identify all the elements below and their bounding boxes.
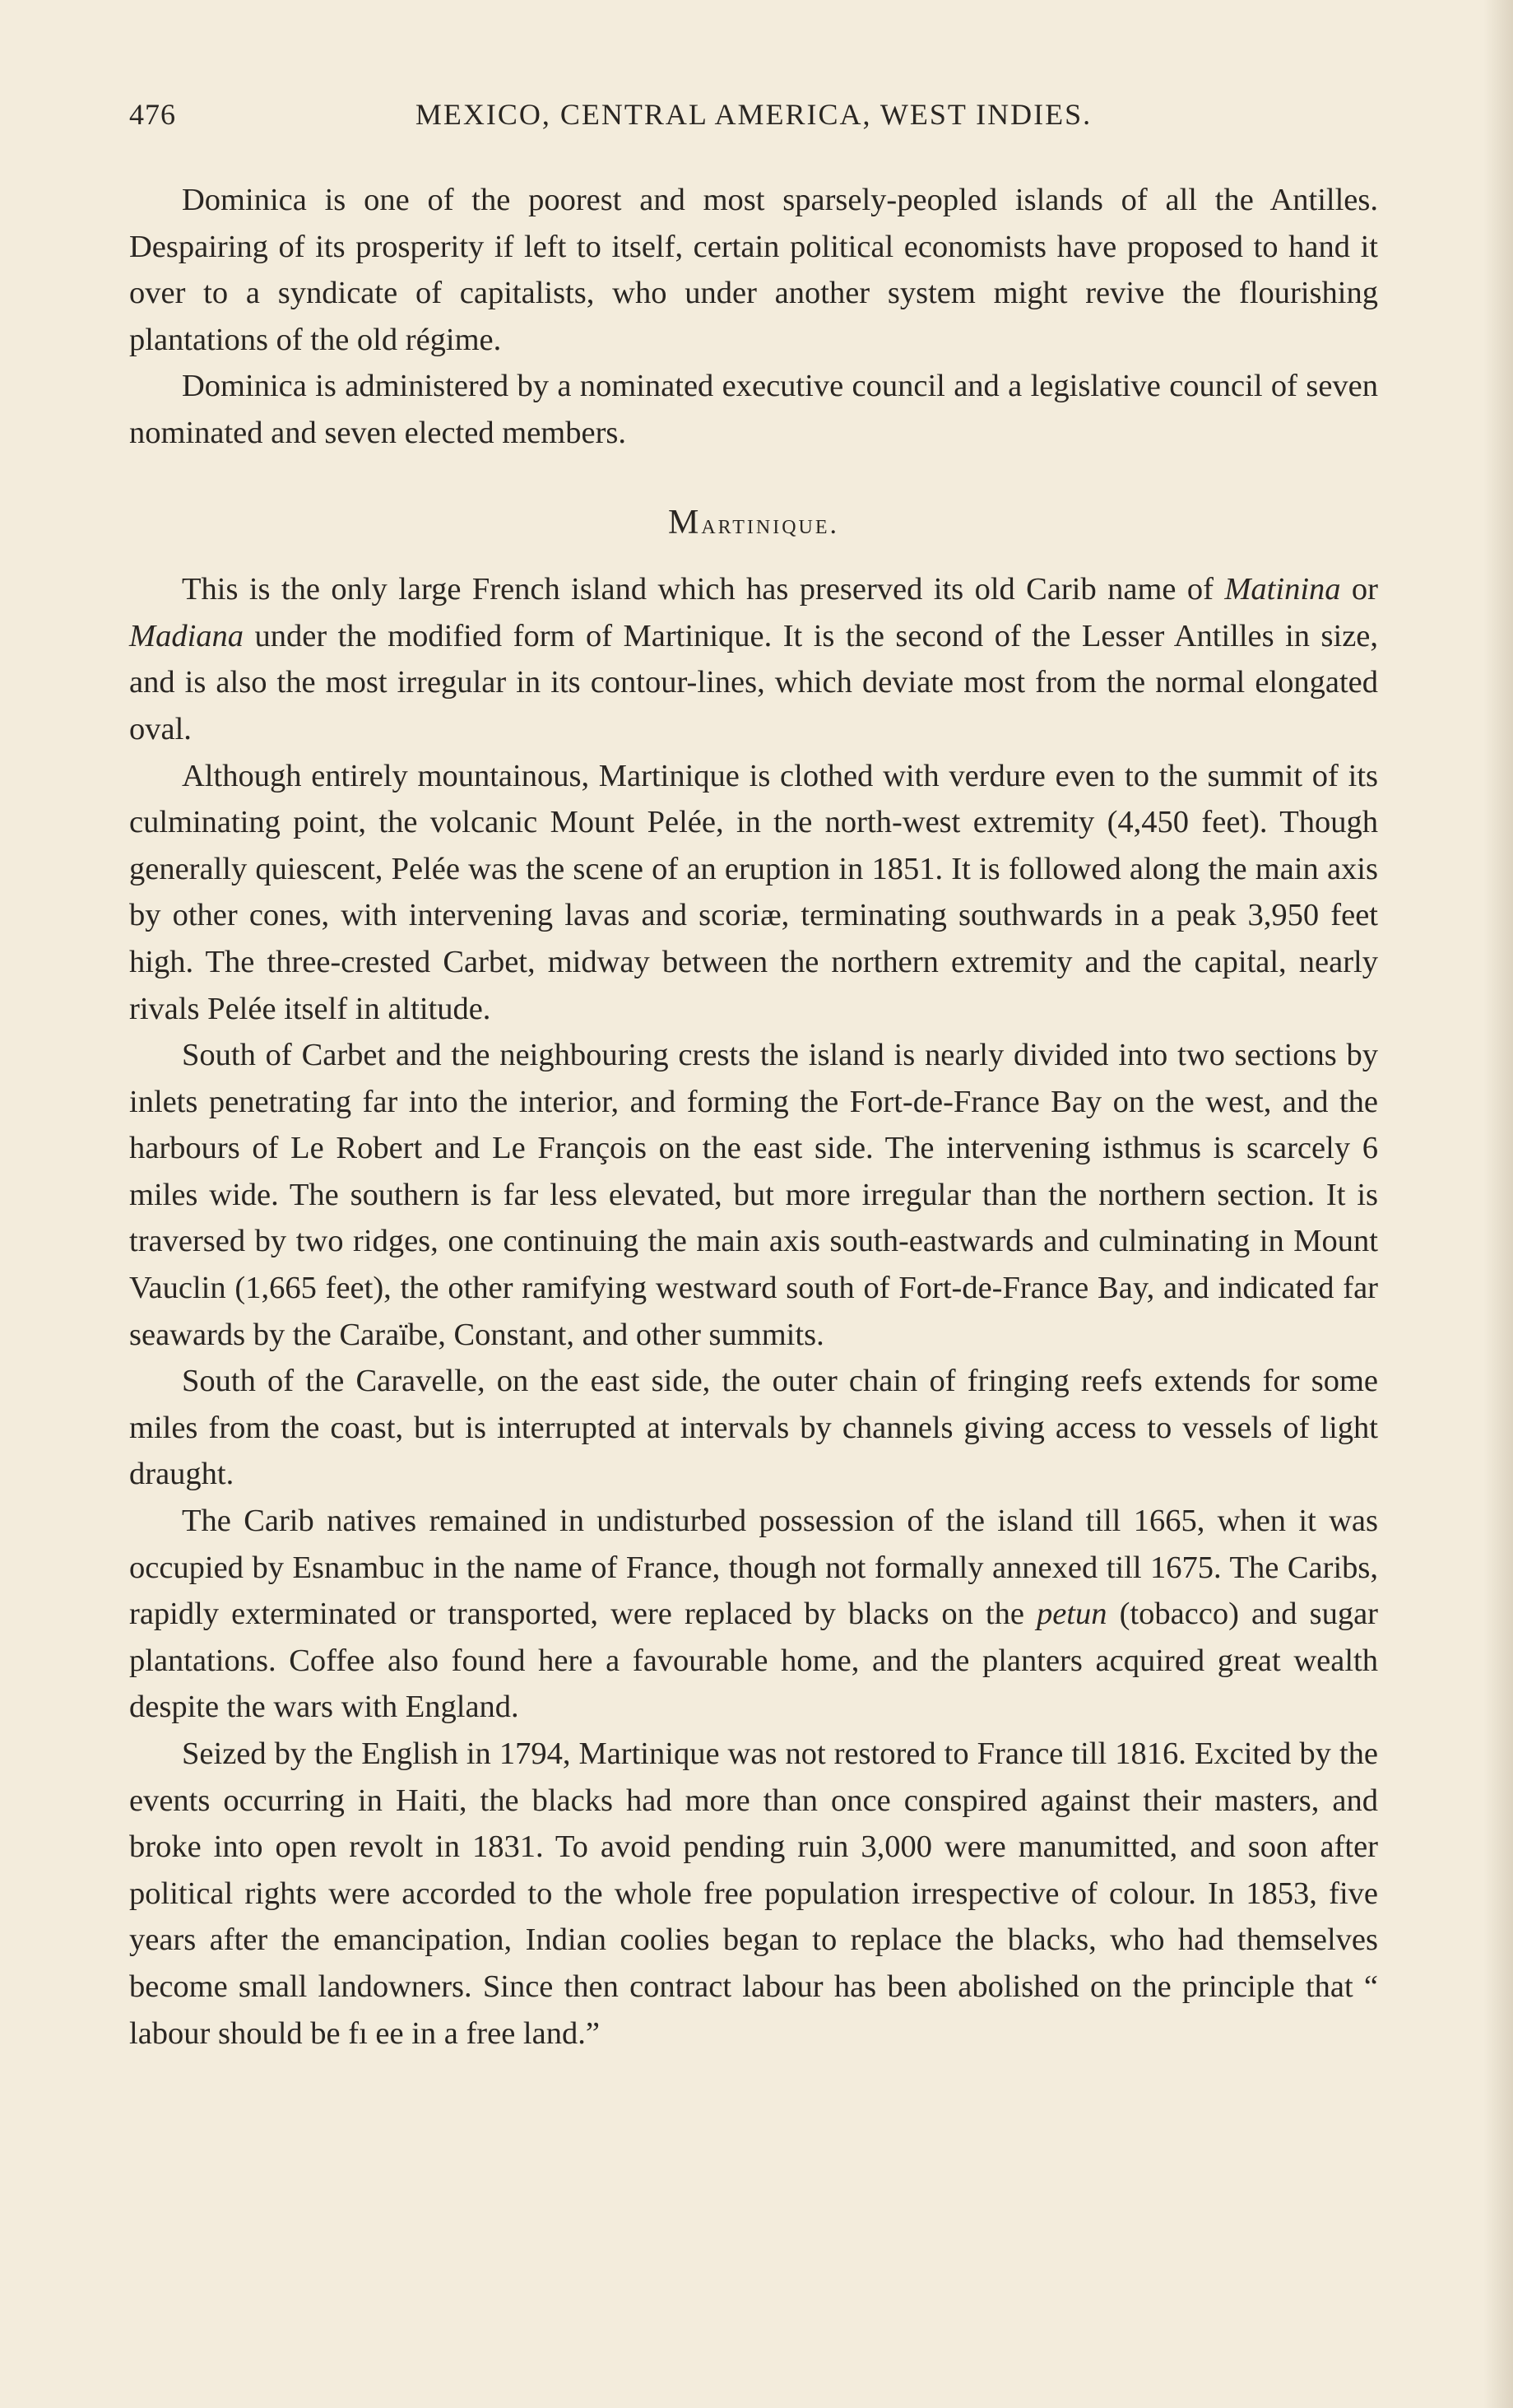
text-run: or: [1340, 572, 1379, 607]
paragraph-martinique-name: [129, 566, 1378, 752]
italic-term-madiana: Madiana: [129, 618, 244, 653]
italic-term-matinina: Matinina: [1224, 572, 1341, 607]
paragraph-english-seizure: Seized by the English in 1794, Martinique was not restored to France till 1816. Excited by the events occurring in Haiti, the blacks had more than once conspired against their masters, and broke into open revolt in 1831. To avoid pending ruin 3,000 were manumitted, and soon after political rights were accorded to the whole free population irrespective of colour. In 1853, five years after the emancipation, Indian coolies began to replace the blacks, who had themselves become small landowners. Since then contract labour has been abolished on the principle that “ labour should be fı ee in a free land.”: [129, 1736, 1378, 2051]
paragraph-dominica-administration: Dominica is administered by a nominated executive council and a legislative council of seven nominated and seven elected members.: [129, 369, 1378, 450]
page-header: [129, 97, 1378, 146]
page-number: 476: [129, 98, 176, 131]
text-run: (tobacco) and sugar plantations. Coffee also found here a favourable home, and the planters acquired great wealth despite the wars with England.: [129, 1597, 1378, 1725]
body-text: [129, 177, 1378, 2057]
paragraph-dominica-economy: Dominica is one of the poorest and most sparsely-peopled islands of all the Antilles. Despairing of its prosperity if left to itself, certain political economists have proposed to hand it over to a syndicate of capitalists, who under another system might revive the flourishing plantations of the old régime.: [129, 183, 1378, 357]
italic-term-petun: petun: [1036, 1597, 1107, 1632]
section-heading-martinique: [129, 500, 1378, 549]
paragraph-reefs: South of the Caravelle, on the east side, the outer chain of fringing reefs extends for some miles from the coast, but is interrupted at intervals by channels giving access to vessels of light draught.: [129, 1364, 1378, 1492]
text-run: under the modified form of Martinique. It is the second of the Lesser Antilles in size, and is also the most irregular in its contour-lines, which deviate most from the normal elongated oval.: [129, 618, 1378, 746]
heading-initial: M: [667, 503, 702, 542]
heading-rest: artinique.: [701, 509, 840, 540]
paragraph-history: [129, 1498, 1378, 1731]
running-head: MEXICO, CENTRAL AMERICA, WEST INDIES.: [415, 98, 1093, 131]
page-edge-shadow: [1483, 0, 1513, 2408]
text-run: The Carib natives remained in undisturbed possession of the island till 1665, when it was occupied by Esnambuc in the name of France, though not formally annexed till 1675. The Caribs, rapidly exterminated or transported, were replaced by blacks on the: [129, 1504, 1378, 1632]
text-run: This is the only large French island which has preserved its old Carib name of: [182, 572, 1225, 607]
paragraph-mountains: Although entirely mountainous, Martinique is clothed with verdure even to the summit of its culminating point, the volcanic Mount Pelée, in the north-west extremity (4,450 feet). Though generally quiescent, Pelée was the scene of an eruption in 1851. It is followed along the main axis by other cones, with intervening lavas and scoriæ, terminating southwards in a peak 3,950 feet high. The three-crested Carbet, midway between the northern extremity and the capital, nearly rivals Pelée itself in altitude.: [129, 758, 1378, 1026]
paragraph-sections: South of Carbet and the neighbouring crests the island is nearly divided into two sections by inlets penetrating far into the interior, and forming the Fort-de-France Bay on the west, and the harbours of Le Robert and Le François on the east side. The intervening isthmus is scarcely 6 miles wide. The southern is far less elevated, but more irregular than the northern section. It is traversed by two ridges, one continuing the main axis south-eastwards and culminating in Mount Vauclin (1,665 feet), the other ramifying westward south of Fort-de-France Bay, and indicated far seawards by the Caraïbe, Constant, and other summits.: [129, 1038, 1378, 1352]
